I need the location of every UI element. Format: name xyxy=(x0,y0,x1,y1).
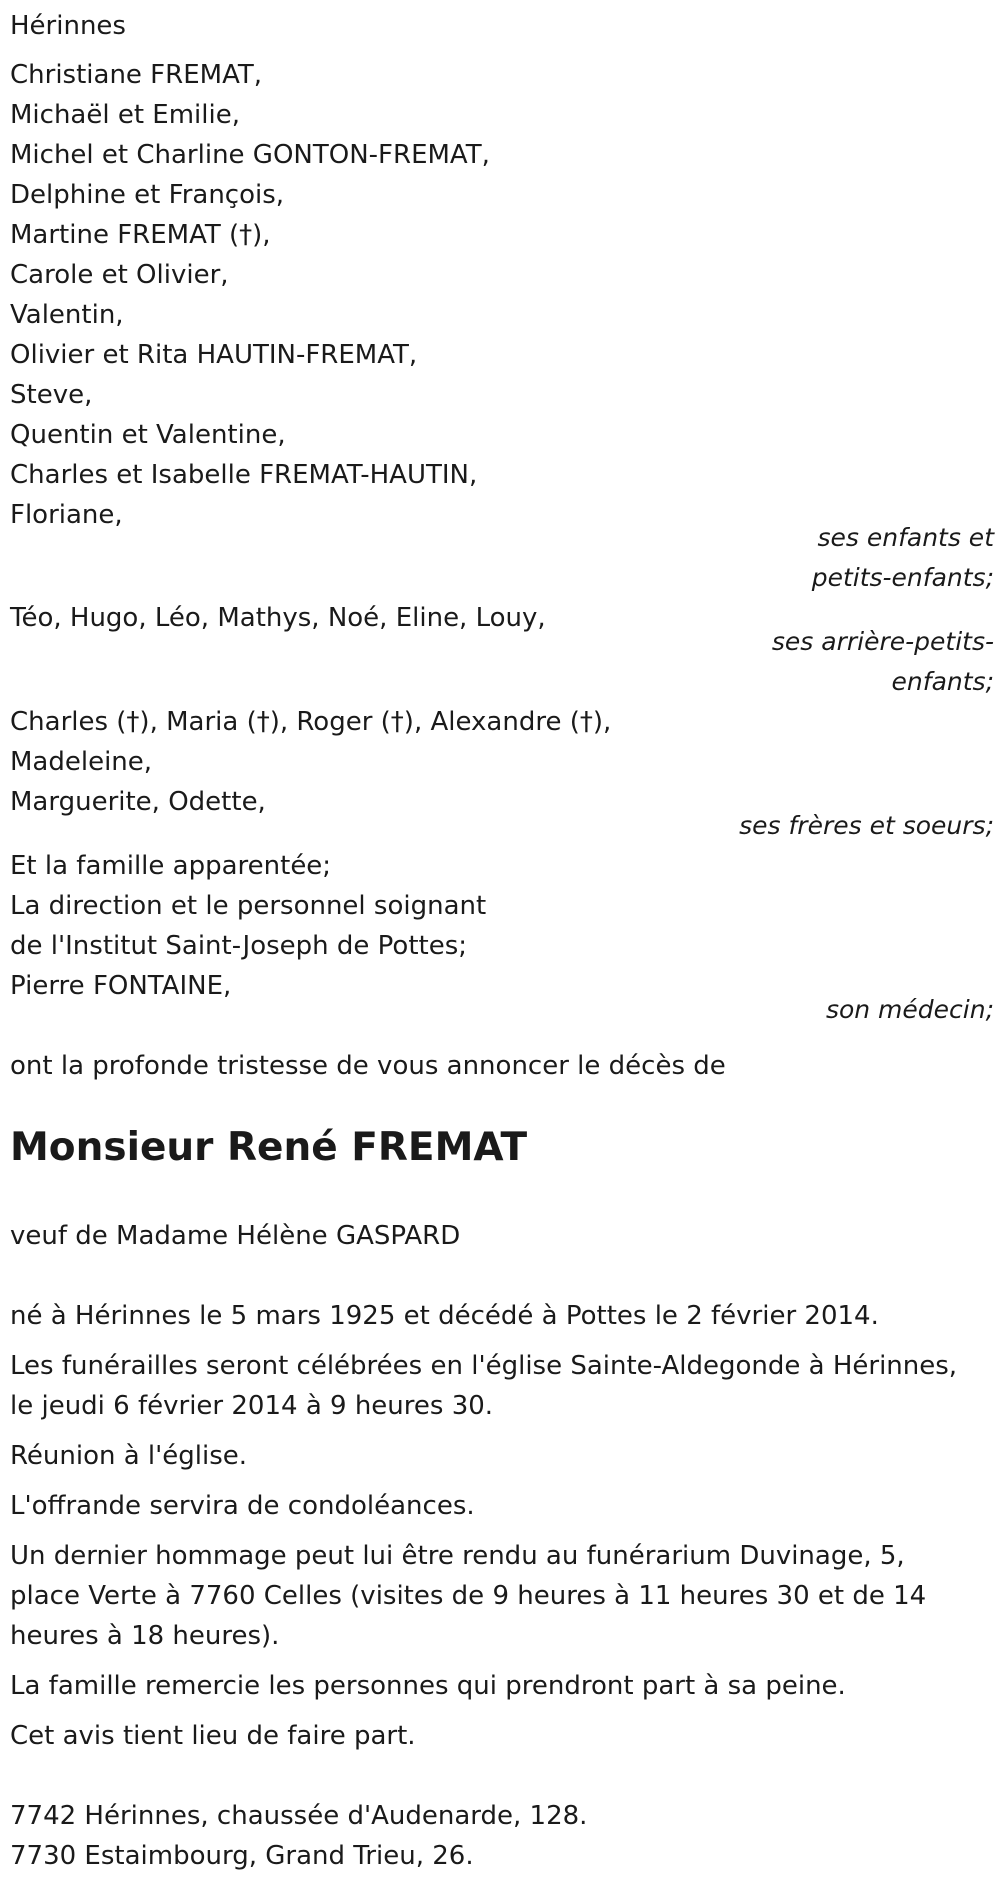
widower-line: veuf de Madame Hélène GASPARD xyxy=(10,1221,461,1251)
others-line: La direction et le personnel soignant xyxy=(10,891,487,921)
family-line: Carole et Olivier, xyxy=(10,260,229,290)
tribute-line: place Verte à 7760 Celles (visites de 9 heures à 11 heures 30 et de 14 xyxy=(10,1581,927,1611)
children-role: ses enfants et xyxy=(817,523,994,552)
funeral-line: Les funérailles seront célébrées en l'église Sainte-Aldegonde à Hérinnes, xyxy=(10,1351,958,1381)
family-line: Quentin et Valentine, xyxy=(10,420,286,450)
address-line: 7742 Hérinnes, chaussée d'Audenarde, 128. xyxy=(10,1801,588,1831)
family-line: Floriane, xyxy=(10,500,123,530)
great-grandchildren-role: ses arrière-petits- xyxy=(771,627,994,656)
children-role: petits-enfants; xyxy=(811,563,994,592)
offering-line: L'offrande servira de condoléances. xyxy=(10,1491,475,1521)
place-heading: Hérinnes xyxy=(10,11,126,41)
address-line: 7730 Estaimbourg, Grand Trieu, 26. xyxy=(10,1841,474,1871)
others-line: Pierre FONTAINE, xyxy=(10,971,232,1001)
family-line: Michel et Charline GONTON-FREMAT, xyxy=(10,140,490,170)
siblings-role: ses frères et soeurs; xyxy=(739,811,994,840)
tribute-line: Un dernier hommage peut lui être rendu au funérarium Duvinage, 5, xyxy=(10,1541,905,1571)
family-line: Delphine et François, xyxy=(10,180,285,210)
family-line: Steve, xyxy=(10,380,93,410)
great-grandchildren-role: enfants; xyxy=(891,667,994,696)
siblings-line: Charles (†), Maria (†), Roger (†), Alexandre (†), xyxy=(10,707,612,737)
announcement-text: ont la profonde tristesse de vous annoncer le décès de xyxy=(10,1051,726,1081)
others-line: Et la famille apparentée; xyxy=(10,851,332,881)
deceased-name: Monsieur René FREMAT xyxy=(10,1125,528,1170)
family-line: Olivier et Rita HAUTIN-FREMAT, xyxy=(10,340,418,370)
doctor-role: son médecin; xyxy=(825,995,994,1024)
birth-death-line: né à Hérinnes le 5 mars 1925 et décédé à Pottes le 2 février 2014. xyxy=(10,1301,879,1331)
great-grandchildren-line: Téo, Hugo, Léo, Mathys, Noé, Eline, Louy, xyxy=(10,603,546,633)
siblings-line: Madeleine, xyxy=(10,747,153,777)
family-line: Martine FREMAT (†), xyxy=(10,220,271,250)
family-line: Charles et Isabelle FREMAT-HAUTIN, xyxy=(10,460,478,490)
family-line: Valentin, xyxy=(10,300,124,330)
family-line: Michaël et Emilie, xyxy=(10,100,240,130)
tribute-line: heures à 18 heures). xyxy=(10,1621,280,1651)
funeral-line: le jeudi 6 février 2014 à 9 heures 30. xyxy=(10,1391,494,1421)
meeting-line: Réunion à l'église. xyxy=(10,1441,248,1471)
family-line: Christiane FREMAT, xyxy=(10,60,262,90)
siblings-line: Marguerite, Odette, xyxy=(10,787,266,817)
thanks-line: La famille remercie les personnes qui prendront part à sa peine. xyxy=(10,1671,846,1701)
notice-line: Cet avis tient lieu de faire part. xyxy=(10,1721,416,1751)
others-line: de l'Institut Saint-Joseph de Pottes; xyxy=(10,931,468,961)
